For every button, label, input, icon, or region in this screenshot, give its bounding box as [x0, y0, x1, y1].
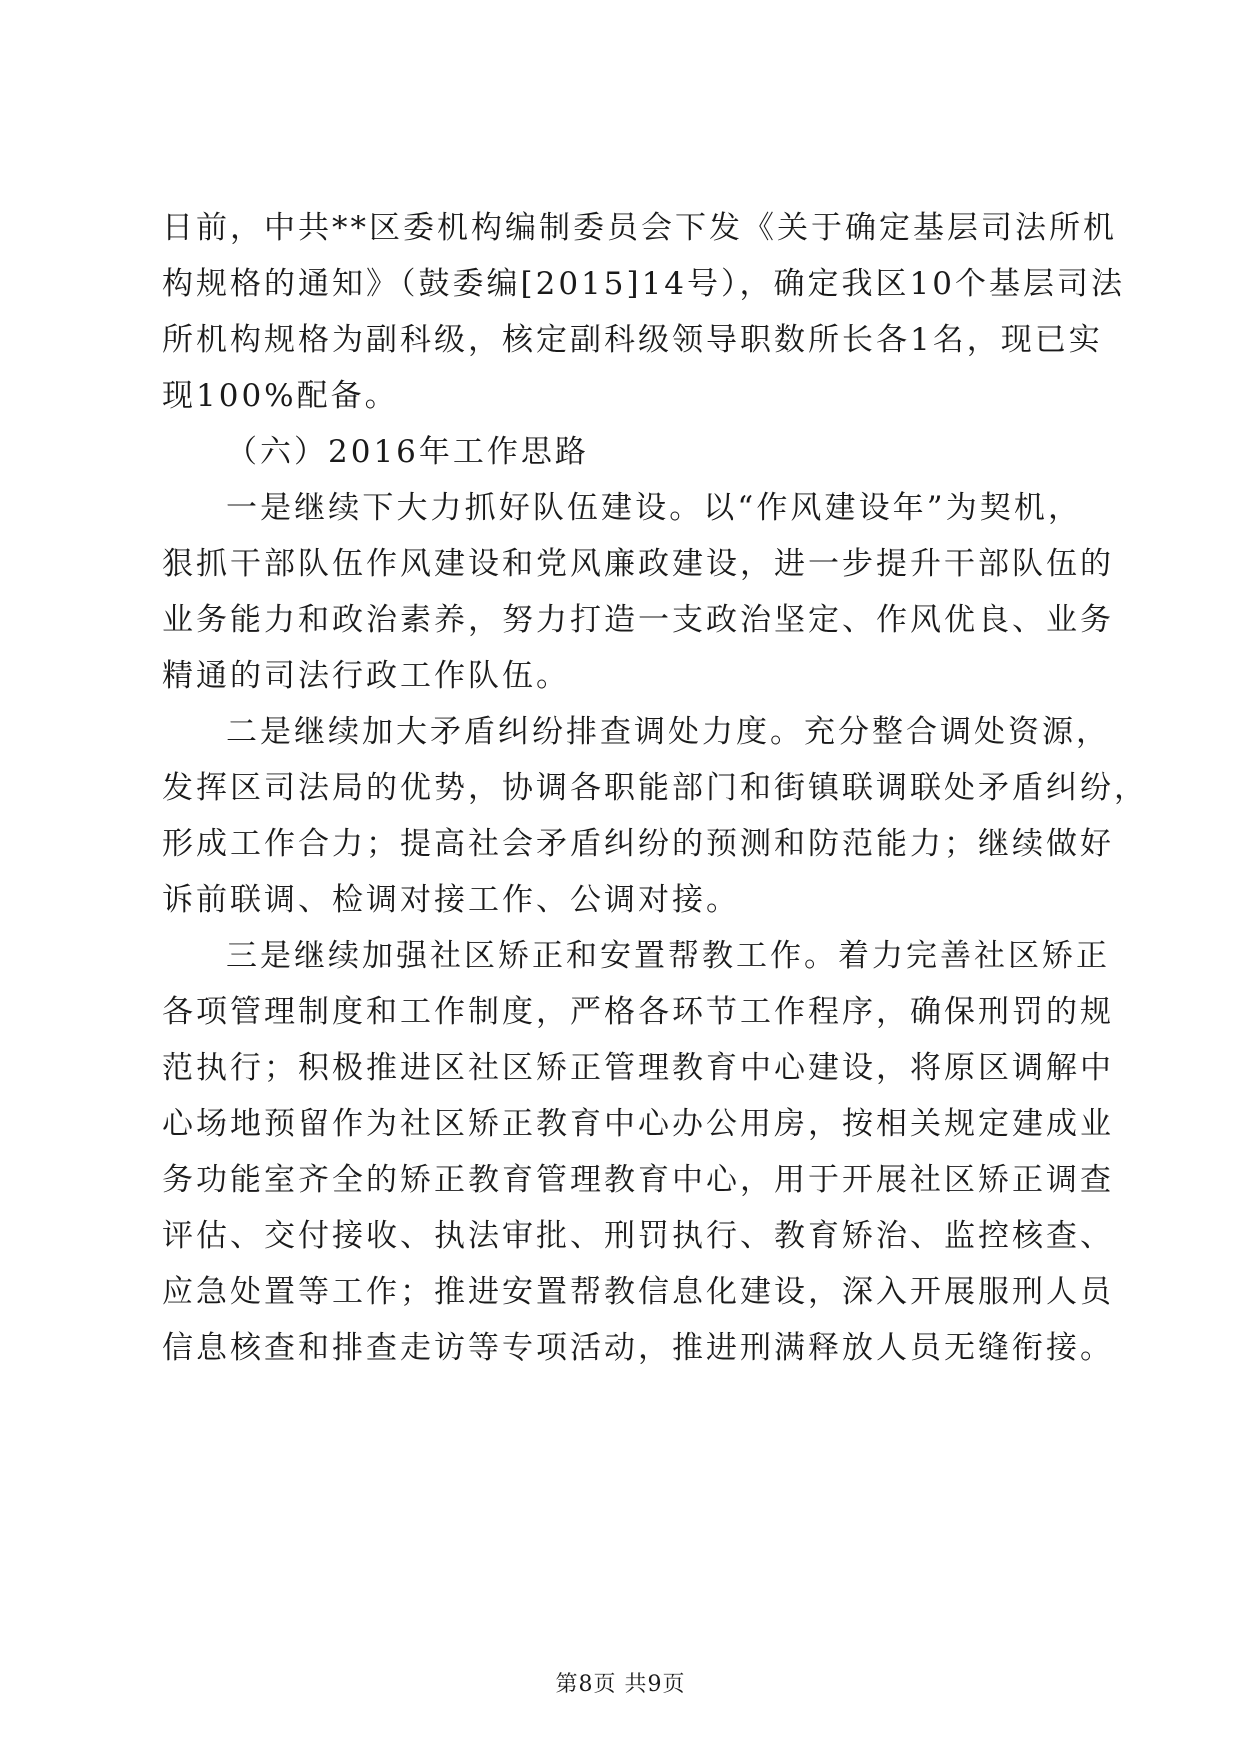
- body-line: 精通的司法行政工作队伍。: [162, 658, 570, 694]
- body-line: 二是继续加大矛盾纠纷排查调处力度。充分整合调处资源，: [226, 714, 1110, 750]
- body-line: 形成工作合力；提高社会矛盾纠纷的预测和防范能力；继续做好: [162, 826, 1114, 862]
- body-line: 发挥区司法局的优势，协调各职能部门和街镇联调联处矛盾纠纷，: [162, 770, 1148, 806]
- body-line: 范执行；积极推进区社区矫正管理教育中心建设，将原区调解中: [162, 1050, 1114, 1086]
- body-line: 所机构规格为副科级，核定副科级领导职数所长各1名，现已实: [162, 322, 1103, 358]
- body-line: 心场地预留作为社区矫正教育中心办公用房，按相关规定建成业: [162, 1106, 1114, 1142]
- body-line: 现100%配备。: [162, 378, 399, 414]
- body-line: 业务能力和政治素养，努力打造一支政治坚定、作风优良、业务: [162, 602, 1114, 638]
- body-line: 应急处置等工作；推进安置帮教信息化建设，深入开展服刑人员: [162, 1274, 1114, 1310]
- body-line: 狠抓干部队伍作风建设和党风廉政建设，进一步提升干部队伍的: [162, 546, 1114, 582]
- body-line: 信息核查和排查走访等专项活动，推进刑满释放人员无缝衔接。: [162, 1330, 1114, 1366]
- body-line: 各项管理制度和工作制度，严格各环节工作程序，确保刑罚的规: [162, 994, 1114, 1030]
- section-heading: （六）2016年工作思路: [226, 434, 589, 470]
- body-line: 构规格的通知》（鼓委编[2015]14号），确定我区10个基层司法: [162, 266, 1125, 302]
- body-line: 务功能室齐全的矫正教育管理教育中心，用于开展社区矫正调查: [162, 1162, 1114, 1198]
- page-number-footer: 第8页 共9页: [555, 1672, 686, 1697]
- body-line: 三是继续加强社区矫正和安置帮教工作。着力完善社区矫正: [226, 938, 1110, 974]
- body-line: 评估、交付接收、执法审批、刑罚执行、教育矫治、监控核查、: [162, 1218, 1114, 1254]
- body-line: 日前，中共**区委机构编制委员会下发《关于确定基层司法所机: [162, 210, 1117, 246]
- document-body: [162, 200, 1148, 1376]
- body-line: 诉前联调、检调对接工作、公调对接。: [162, 882, 740, 918]
- body-line: 一是继续下大力抓好队伍建设。以“作风建设年”为契机，: [226, 490, 1082, 526]
